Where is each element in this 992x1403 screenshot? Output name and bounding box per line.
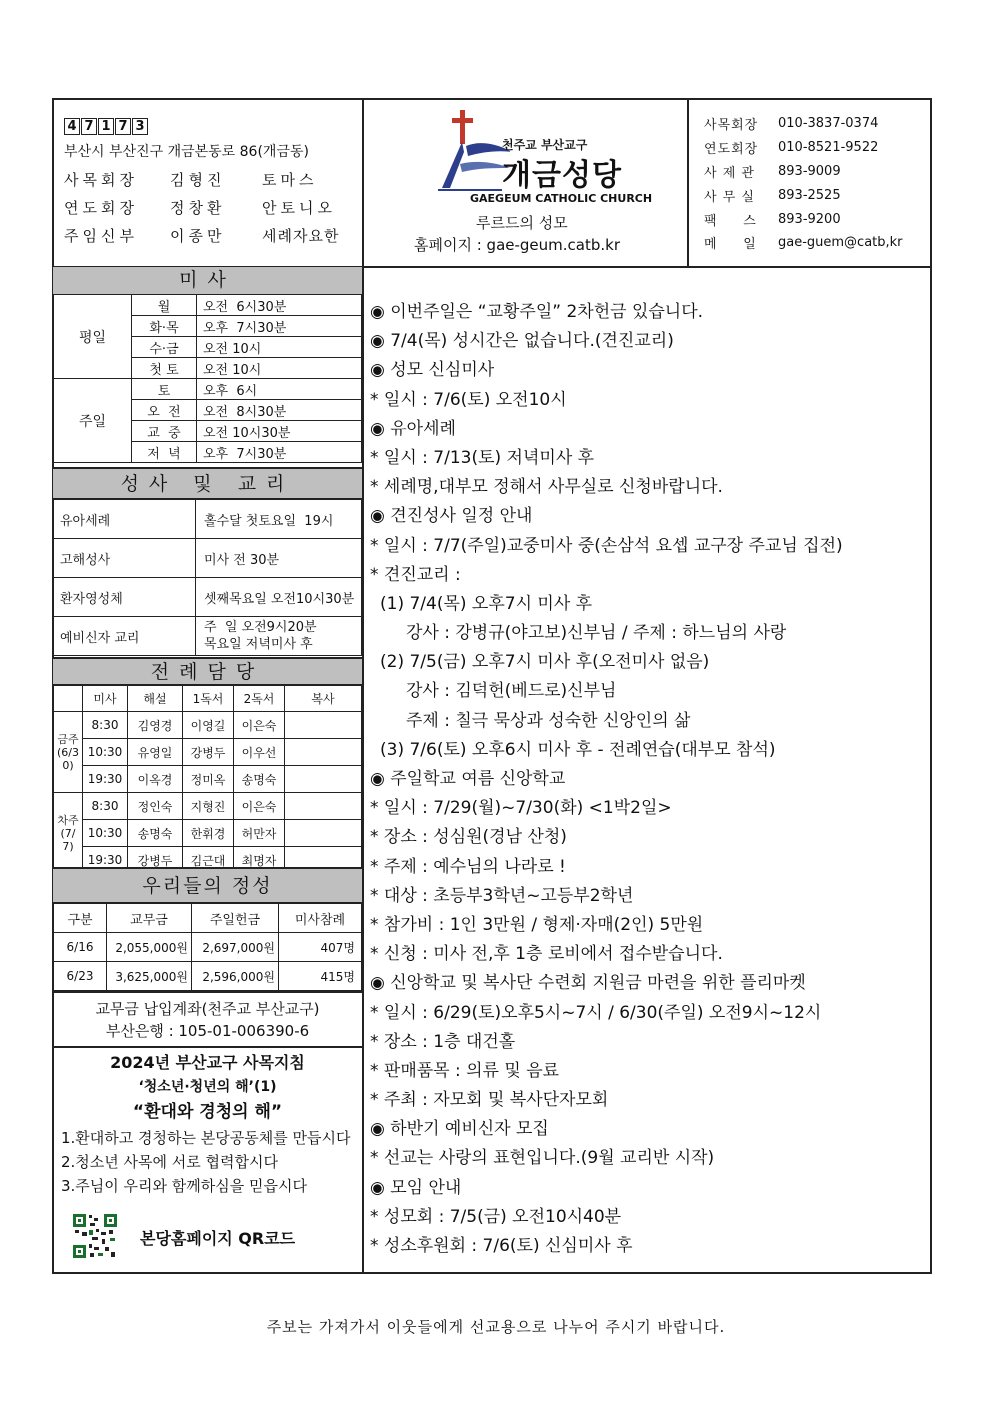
notice-line: 강사 : 김덕헌(베드로)신부님: [406, 681, 617, 702]
notice-line: * 참가비 : 1인 3만원 / 형제·자매(2인) 5만원: [370, 914, 704, 935]
notice-line: ◉ 이번주일은 “교황주일” 2차헌금 있습니다.: [370, 302, 704, 322]
notice-line: 주제 : 칠극 묵상과 성숙한 신앙인의 삶: [406, 710, 691, 731]
notice-line: * 주최 : 자모회 및 복사단자모회: [370, 1090, 609, 1111]
liturgy-table: 미사 해설 1독서 2독서 복사 금주(6/30) 8:30 김영경 이영길 이은숙 10:30 유영일 강병두 이우선 19:30 이옥경 정미옥 송명숙 차주(7/7) 8:30 정인숙 지형진 이은숙 10:30 송명숙 한휘경 허만자 19:30 강병두 김근대 최명자: [53, 685, 362, 874]
notice-line: * 일시 : 7/7(주일)교중미사 중(손삼석 요셉 교구장 주교님 집전): [370, 535, 843, 556]
notice-line: ◉ 유아세례: [370, 418, 456, 439]
contact-row: 연도회장 010-8521-9522: [704, 140, 879, 158]
notice-line: ◉ 성모 신심미사: [370, 360, 495, 381]
column-divider: [362, 98, 364, 1274]
mass-table: 평일 월 오전 6시30분 화·목 오후 7시30분 수·금 오전 10시 첫 토 오전 10시 주일 토 오후 6시 오 전 오전 8시30분 교 중 오전 10시30분 저 녁 오후 7시30분: [53, 294, 362, 463]
notice-line: (1) 7/4(목) 오후7시 미사 후: [380, 593, 593, 614]
header-divider-right: [687, 98, 689, 268]
officer-row: 사목회장 김형진 토마스: [64, 171, 318, 189]
sacraments-title: 성사 및 교리: [53, 467, 362, 499]
next-week-label: 차주(7/7): [54, 793, 83, 874]
notice-line: ◉ 견진성사 일정 안내: [370, 506, 533, 527]
notice-line: * 판매품목 : 의류 및 음료: [370, 1060, 560, 1081]
qr-code-icon[interactable]: [72, 1213, 118, 1259]
pastoral-guideline: 2024년 부산교구 사목지침 ‘청소년·청년의 해’(1) “환대와 경청의 해” 1.환대하고 경청하는 본당공동체를 만듭시다 2.청소년 사목에 서로 협력합시다 3.주님이 우리와 함께하심을 믿읍시다: [61, 1053, 351, 1195]
notice-line: * 장소 : 1층 대건홀: [370, 1031, 516, 1052]
notice-line: ◉ 모임 안내: [370, 1177, 462, 1198]
parish-info: [64, 118, 364, 253]
notice-line: * 일시 : 7/6(토) 오전10시: [370, 389, 567, 410]
liturgy-title: 전례담당: [53, 657, 362, 685]
notice-line: ◉ 7/4(목) 성시간은 없습니다.(견진교리): [370, 331, 674, 352]
notice-line: * 일시 : 7/13(토) 저녁미사 후: [370, 447, 595, 468]
notice-list: [370, 298, 930, 1261]
notice-line: 강사 : 강병규(야고보)신부님 / 주제 : 하느님의 사랑: [406, 623, 787, 644]
this-week-label: 금주(6/30): [54, 712, 83, 793]
notice-line: * 일시 : 6/29(토)오후5시~7시 / 6/30(주일) 오전9시~12시: [370, 1002, 822, 1023]
church-logo: 천주교 부산교구 개금성당 GAEGEUM CATHOLIC CHURCH: [410, 106, 680, 206]
offerings-title: 우리들의 정성: [53, 867, 362, 903]
contact-row: 메 일 gae-guem@catb,kr: [704, 235, 903, 253]
postal-code: 4 7 1 7 3: [64, 118, 364, 135]
notice-line: * 성소후원회 : 7/6(토) 신심미사 후: [370, 1236, 633, 1256]
notice-line: * 선교는 사랑의 표현입니다.(9월 교리반 시작): [370, 1148, 715, 1169]
notice-line: ◉ 신앙학교 및 복사단 수련회 지원금 마련을 위한 플리마켓: [370, 973, 806, 994]
mass-title: 미사: [53, 267, 362, 295]
notice-line: (2) 7/5(금) 오후7시 미사 후(오전미사 없음): [380, 652, 710, 673]
sacraments-table: 유아세례 홀수달 첫토요일 19시 고해성사 미사 전 30분 환자영성체 셋째목요일 오전10시30분 예비신자 교리 주 일 오전9시20분 목요일 저녁미사 후: [53, 499, 362, 656]
account-info: 교무금 납입계좌(천주교 부산교구) 부산은행 : 105-01-006390-6: [95, 1000, 320, 1040]
notice-line: * 주제 : 예수님의 나라로 !: [370, 856, 566, 877]
homepage-url[interactable]: 홈페이지 : gae-geum.catb.kr: [414, 236, 621, 254]
notice-line: * 일시 : 7/29(월)~7/30(화) <1박2일>: [370, 798, 672, 819]
contact-row: 팩 스 893-9200: [704, 211, 841, 229]
notice-line: * 견진교리 :: [370, 564, 461, 585]
notice-line: ◉ 주일학교 여름 신앙학교: [370, 769, 566, 789]
address: 부산시 부산진구 개금본동로 86(개금동): [64, 144, 309, 160]
offerings-table: 구분 교무금 주일헌금 미사참례 6/16 2,055,000원 2,697,000원 407명 6/23 3,625,000원 2,596,000원 415명: [53, 903, 362, 991]
officer-row: 주임신부 이종만 세례자요한: [64, 227, 340, 245]
contact-row: 사목회장 010-3837-0374: [704, 116, 879, 134]
officer-row: 연도회장 정창환 안토니오: [64, 199, 336, 217]
notice-line: * 신청 : 미사 전,후 1층 로비에서 접수받습니다.: [370, 944, 723, 965]
patron-saint: 루르드의 성모: [476, 214, 568, 232]
footer-note: 주보는 가져가서 이웃들에게 선교용으로 나누어 주시기 바랍니다.: [266, 1318, 726, 1336]
notice-line: ◉ 하반기 예비신자 모집: [370, 1119, 549, 1140]
cross-icon: [420, 106, 510, 196]
qr-label: 본당홈페이지 QR코드: [140, 1229, 296, 1248]
notice-line: * 성모회 : 7/5(금) 오전10시40분: [370, 1206, 622, 1227]
contact-row: 사 무 실 893-2525: [704, 187, 841, 205]
contact-row: 사 제 관 893-9009: [704, 163, 841, 181]
notice-line: * 세례명,대부모 정해서 사무실로 신청바랍니다.: [370, 477, 723, 498]
notice-line: * 대상 : 초등부3학년~고등부2학년: [370, 885, 634, 906]
contact-list: [704, 112, 903, 255]
notice-line: * 장소 : 성심원(경남 산청): [370, 827, 567, 848]
notice-line: (3) 7/6(토) 오후6시 미사 후 - 전례연습(대부모 참석): [380, 739, 776, 760]
